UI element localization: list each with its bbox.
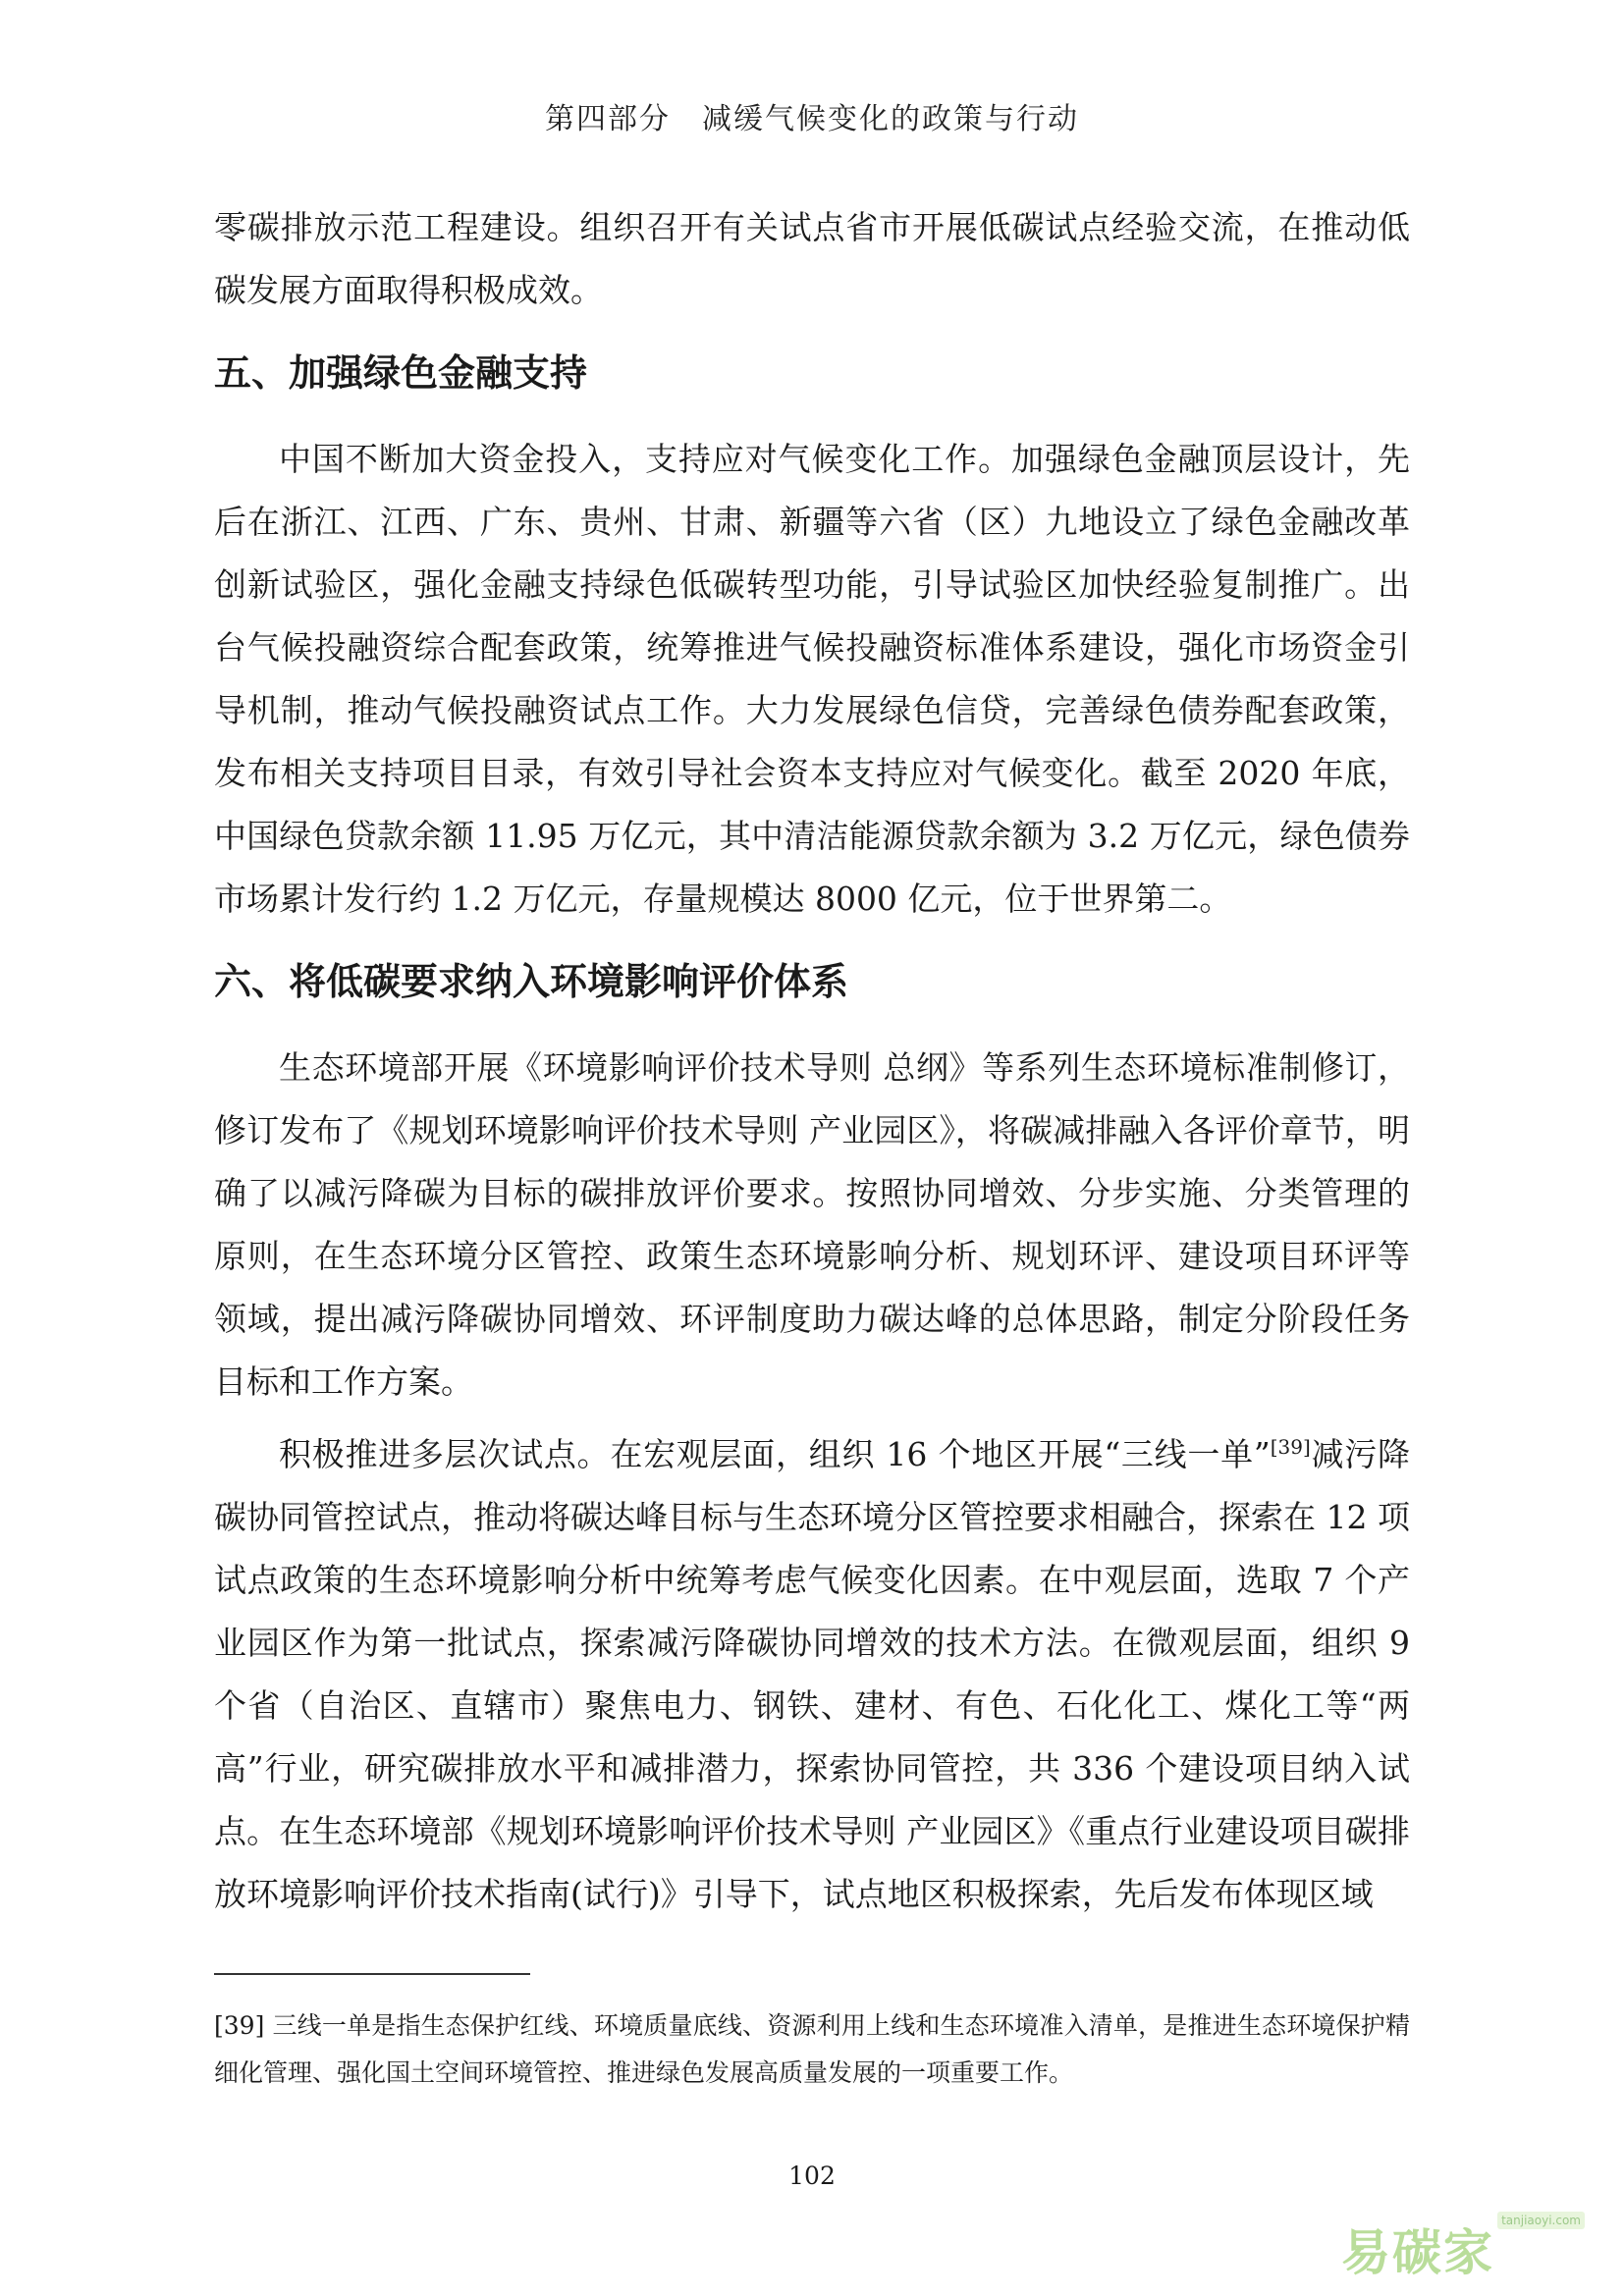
footnote-ref-39[interactable]: [39] [1270, 1435, 1311, 1459]
paragraph-pilots [214, 1423, 1410, 1926]
paragraph-eia-standards: 生态环境部开展《环境影响评价技术导则 总纲》等系列生态环境标准制修订，修订发布了《规划环境影响评价技术导则 产业园区》，将碳减排融入各评价章节，明确了以减污降碳为目标的碳排放评价要求。按照协同增效、分步实施、分类管理的原则，在生态环境分区管控、政策生态环境影响分析、规划环评、建设项目环评等领域，提出减污降碳协同增效、环评制度助力碳达峰的总体思路，制定分阶段任务目标和工作方案。 [214, 1048, 1410, 1401]
main-content [214, 196, 1410, 1926]
running-header: 第四部分 减缓气候变化的政策与行动 [545, 102, 1079, 136]
section-heading-6: 六、将低碳要求纳入环境影响评价体系 [214, 960, 849, 1003]
watermark-domain: tanjiaoyi.com [1497, 2212, 1585, 2229]
page-number: 102 [788, 2162, 836, 2190]
paragraph-pilots-part-a: 积极推进多层次试点。在宏观层面，组织 16 个地区开展“三线一单” [279, 1435, 1271, 1473]
watermark-logo-text: 易碳家 [1341, 2224, 1494, 2281]
footnote-39: [39] 三线一单是指生态保护红线、环境质量底线、资源利用上线和生态环境准入清单，是推进生态环境保护精细化管理、强化国土空间环境管控、推进绿色发展高质量发展的一项重要工作。 [214, 2011, 1410, 2087]
footnote-divider [214, 1973, 530, 1975]
section-heading-5: 五、加强绿色金融支持 [214, 351, 588, 395]
paragraph-pilots-part-b: 减污降碳协同管控试点，推动将碳达峰目标与生态环境分区管控要求相融合，探索在 12 项试点政策的生态环境影响分析中统筹考虑气候变化因素。在中观层面，选取 7 个产业园区作为第一批试点，探索减污降碳协同增效的技术方法。在微观层面，组织 9 个省（自治区、直辖市）聚焦电力、钢铁、建材、有色、石化化工、煤化工等“两高”行业，研究碳排放水平和减排潜力，探索协同管控，共 336 个建设项目纳入试点。在生态环境部《规划环境影响评价技术导则 产业园区》《重点行业建设项目碳排放环境影响评价技术指南(试行)》引导下，试点地区积极探索，先后发布体现区域 [214, 1435, 1410, 1913]
paragraph-green-finance: 中国不断加大资金投入，支持应对气候变化工作。加强绿色金融顶层设计，先后在浙江、江西、广东、贵州、甘肃、新疆等六省（区）九地设立了绿色金融改革创新试验区，强化金融支持绿色低碳转型功能，引导试验区加快经验复制推广。出台气候投融资综合配套政策，统筹推进气候投融资标准体系建设，强化市场资金引导机制，推动气候投融资试点工作。大力发展绿色信贷，完善绿色债券配套政策，发布相关支持项目目录，有效引导社会资本支持应对气候变化。截至 2020 年底，中国绿色贷款余额 11.95 万亿元，其中清洁能源贷款余额为 3.2 万亿元，绿色债券市场累计发行约 1.2 万亿元，存量规模达 8000 亿元，位于世界第二。 [214, 440, 1410, 918]
watermark-logo [1329, 2208, 1585, 2281]
paragraph-intro: 零碳排放示范工程建设。组织召开有关试点省市开展低碳试点经验交流，在推动低碳发展方面取得积极成效。 [214, 208, 1410, 309]
